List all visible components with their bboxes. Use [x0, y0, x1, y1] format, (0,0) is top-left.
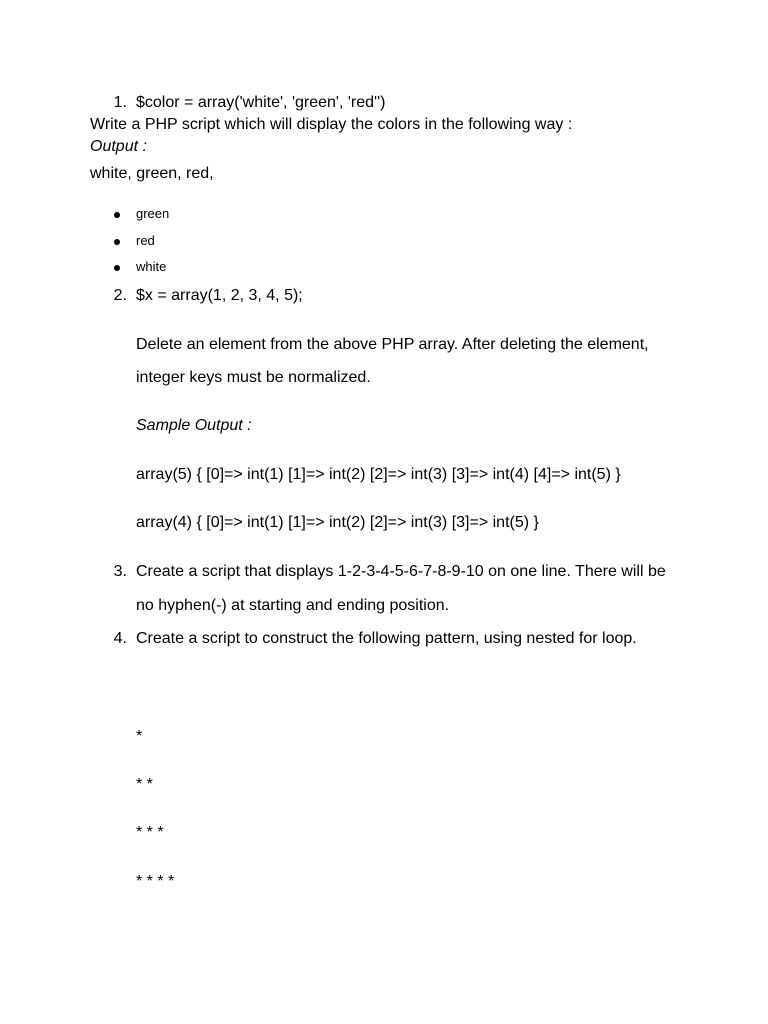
q3-number: 3. [113, 563, 127, 580]
q1-bullet-item: white [136, 259, 167, 274]
q2-description-line2: integer keys must be normalized. [136, 369, 371, 386]
bullet-icon [114, 265, 120, 271]
q1-code: $color = array('white', 'green', 'red'') [136, 94, 386, 111]
q2-sample-label: Sample Output : [136, 417, 252, 434]
q2-number: 2. [113, 287, 127, 304]
q2-sample-line1: array(5) { [0]=> int(1) [1]=> int(2) [2]=> int(3) [3]=> int(4) [4]=> int(5) } [136, 466, 621, 483]
q3-line2: no hyphen(-) at starting and ending position. [136, 597, 450, 614]
q4-pattern-row: * * [136, 776, 153, 793]
q1-output-label: Output : [90, 138, 147, 155]
q4-pattern-row: * * * * [136, 873, 175, 890]
q4-pattern-row: * [136, 728, 143, 745]
bullet-icon [114, 239, 120, 245]
q2-sample-line2: array(4) { [0]=> int(1) [1]=> int(2) [2]=> int(3) [3]=> int(5) } [136, 514, 539, 531]
q2-code: $x = array(1, 2, 3, 4, 5); [136, 287, 303, 304]
q4-line1: Create a script to construct the following pattern, using nested for loop. [136, 630, 637, 647]
q4-number: 4. [113, 630, 127, 647]
q3-line1: Create a script that displays 1-2-3-4-5-6-7-8-9-10 on one line. There will be [136, 563, 666, 580]
q1-bullet-item: green [136, 206, 170, 221]
q1-instruction: Write a PHP script which will display the colors in the following way : [90, 116, 573, 133]
bullet-icon [114, 212, 120, 218]
q1-number: 1. [113, 94, 127, 111]
q1-output-value: white, green, red, [90, 165, 214, 182]
q4-pattern-row: * * * [136, 824, 164, 841]
q1-bullet-item: red [136, 233, 155, 248]
q2-description-line1: Delete an element from the above PHP array. After deleting the element, [136, 336, 649, 353]
